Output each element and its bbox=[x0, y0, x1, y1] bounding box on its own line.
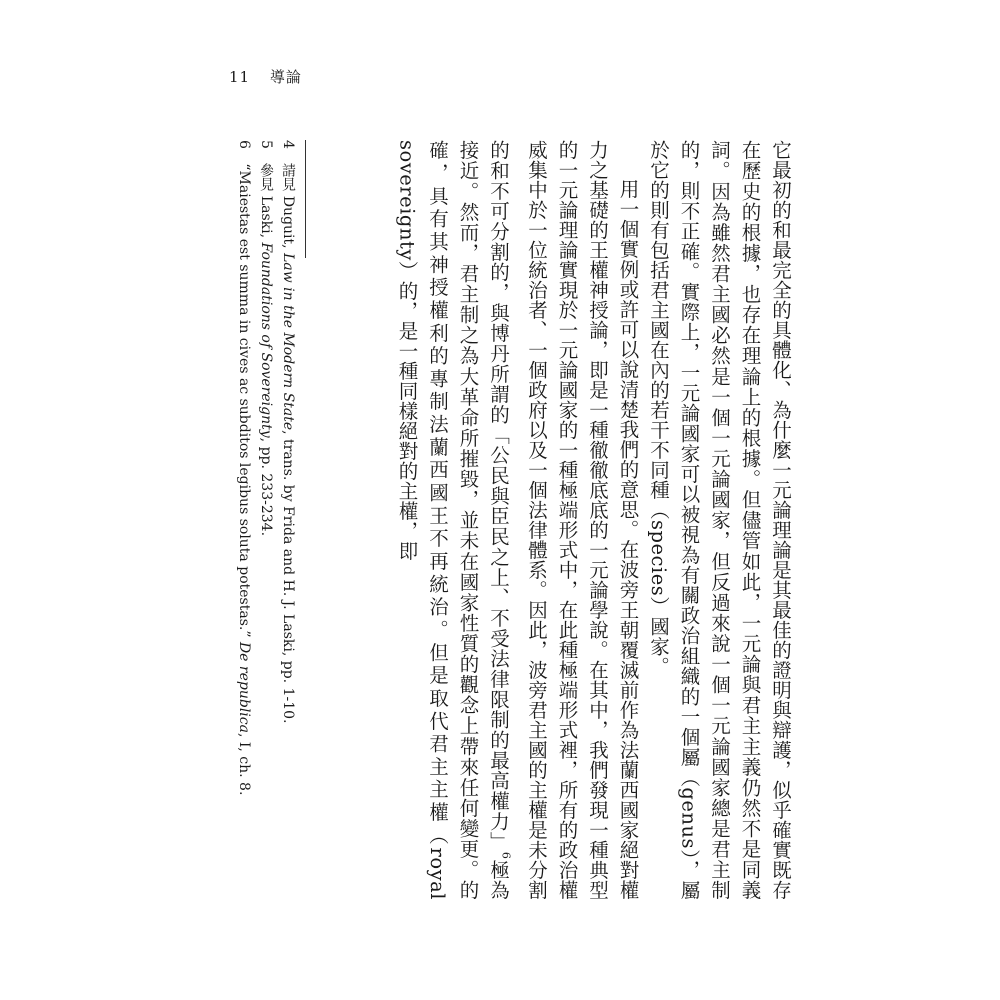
paragraph-2 bbox=[391, 140, 643, 900]
footnote-4 bbox=[277, 140, 299, 900]
footnote-reference-6: 6 bbox=[499, 851, 513, 860]
footnote-title: Foundations of Sovereignty bbox=[258, 242, 274, 438]
footnote-number: 4 bbox=[280, 140, 296, 149]
footnote-title: De republica bbox=[236, 641, 252, 733]
footnote-number: 5 bbox=[258, 140, 274, 149]
footnote-rule bbox=[305, 140, 306, 258]
footnote-number: 6 bbox=[236, 140, 252, 149]
footnote-6 bbox=[233, 140, 255, 900]
footnote-text: “Maiestas est summa in cives ac subditos legibus soluta potestas.” bbox=[236, 163, 252, 642]
page-number: 11 bbox=[229, 68, 251, 86]
running-head bbox=[229, 66, 302, 87]
footnotes bbox=[229, 140, 299, 900]
footnote-text: , trans. by Frida and H. J. Laski, pp. 1-10. bbox=[280, 430, 296, 724]
footnote-text: 參見 Laski, bbox=[258, 163, 274, 243]
footnote-text: , I, ch. 8. bbox=[236, 732, 252, 796]
footnote-5 bbox=[255, 140, 277, 900]
footnote-title: Law in the Modern State bbox=[280, 253, 296, 431]
body-text bbox=[335, 140, 795, 900]
chapter-title: 導論 bbox=[269, 68, 302, 86]
paragraph-1: 它最初的和最完全的具體化、為什麼一元論理論是其最佳的證明與辯護，似乎確實既存在歷史的根據，也存在理論上的根據。但儘管如此，一元論與君主主義仍然不是同義詞。因為雖然君主國必然是一個一元論國家，但反過來說一個一元論國家總是君主制的，則不正確。實際上，一元論國家可以被視為有關政治組織的一個屬（genus），屬於它的則有包括君主國在內的若干不同種（species）國家。 bbox=[647, 140, 792, 900]
paragraph-2-text-a: 用一個實例或許可以說清楚我們的意思。在波旁王朝覆滅前作為法蘭西國家絕對權力之基礎的王權神授論，即是一種徹徹底底的一元論學說。在其中，我們發現一種典型的一元論理論實現於一元論國家的一種極端形式中，在此種極端形式裡，所有的政治權威集中於一位統治者、一個政府以及一個法律體系。因此，波旁君主國的主權是未分割的和不可分割的，與博丹所謂的「公民與臣民之上、不受法律限制的最高權力」 bbox=[487, 140, 640, 900]
footnote-text: , pp. 233-234. bbox=[258, 437, 274, 537]
footnote-text: 請見 Duguit, bbox=[280, 163, 296, 254]
paragraph-2-text-b: 極為接近。然而，君主制之為大革命所摧毀，並未在國家性質的觀念上帶來任何變更。的確，具有其神授權利的專制法蘭西國王不再統治。但是取代君主主權（royal sovereignty）的，是一種同樣絕對的主權，即 bbox=[395, 140, 510, 900]
